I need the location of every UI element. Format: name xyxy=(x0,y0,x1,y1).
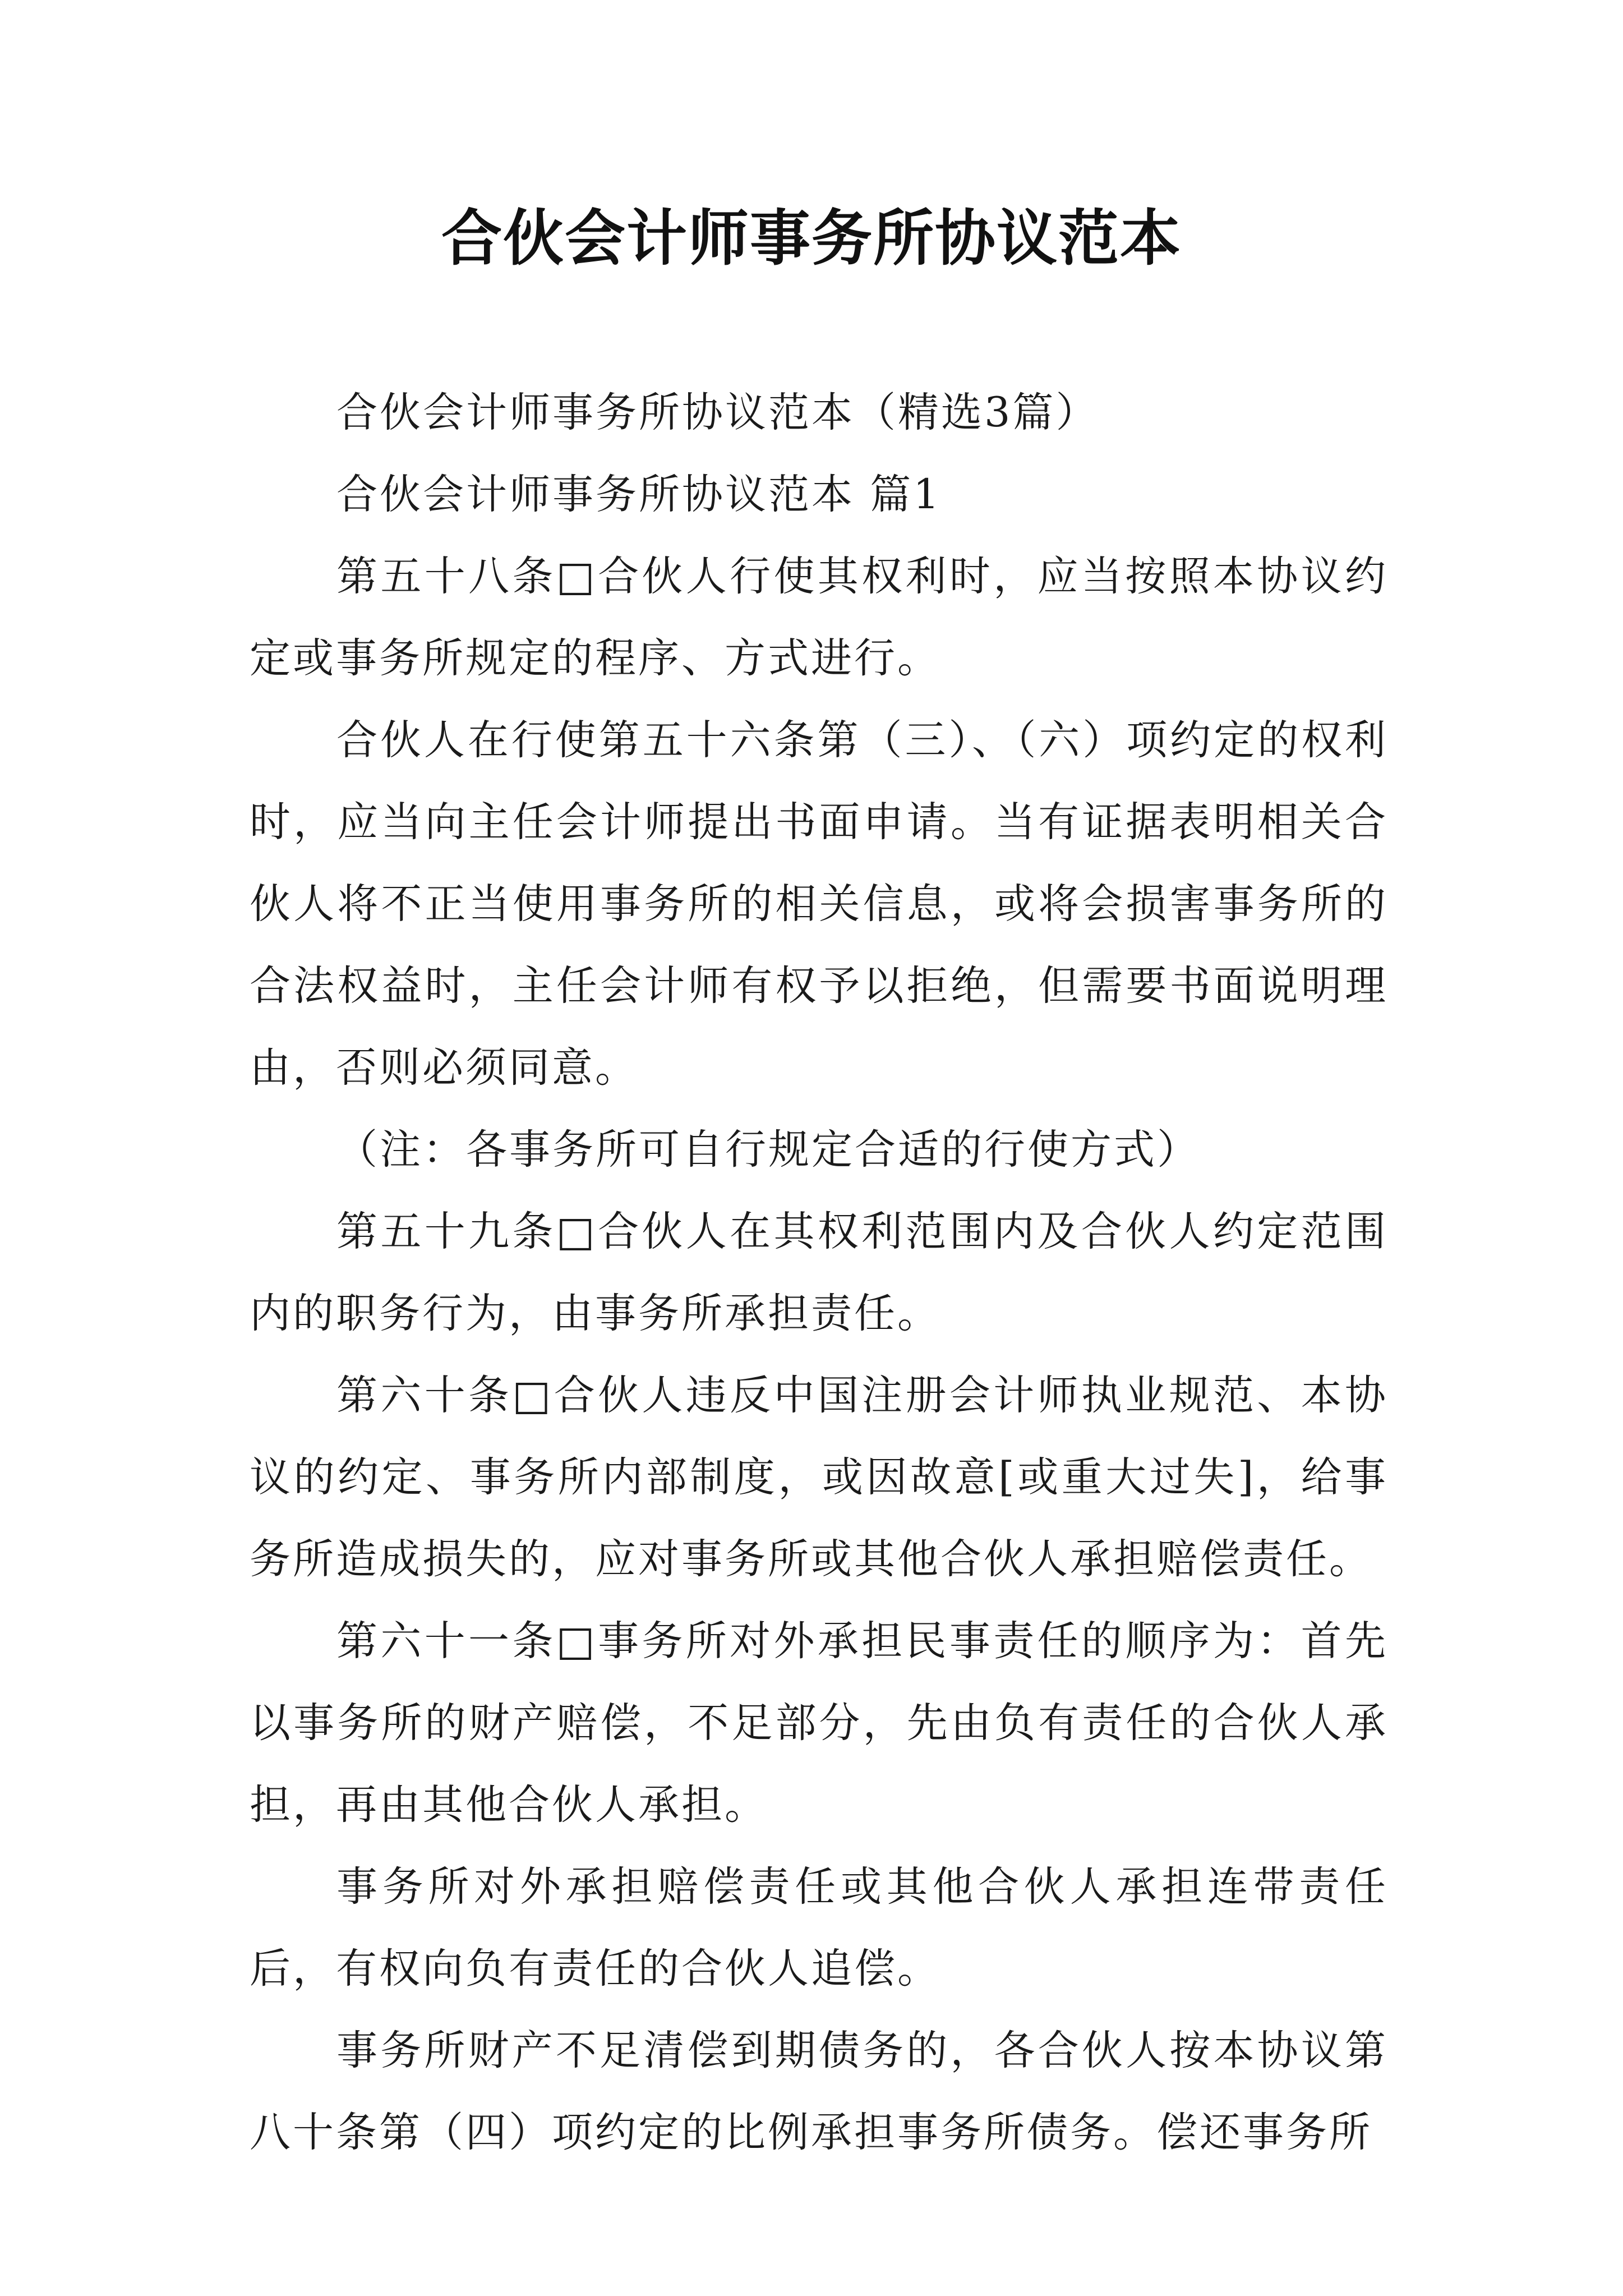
recourse-paragraph: 事务所对外承担赔偿责任或其他合伙人承担连带责任后，有权向负有责任的合伙人追偿。 xyxy=(250,1863,1388,1993)
debt-paragraph: 事务所财产不足清偿到期债务的，各合伙人按本协议第八十条第（四）项约定的比例承担事务所债务。偿还事务所 xyxy=(250,2027,1388,2156)
article-58-detail-paragraph: 合伙人在行使第五十六条第（三）、（六）项约定的权利时，应当向主任会计师提出书面申请。当有证据表明相关合伙人将不正当使用事务所的相关信息，或将会损害事务所的合法权益时，主任会计师有权予以拒绝，但需要书面说明理由，否则必须同意。 xyxy=(250,716,1388,1092)
article-60-paragraph: 第六十条□合伙人违反中国注册会计师执业规范、本协议的约定、事务所内部制度，或因故意[或重大过失]，给事务所造成损失的，应对事务所或其他合伙人承担赔偿责任。 xyxy=(250,1372,1388,1583)
article-58-paragraph: 第五十八条□合伙人行使其权利时，应当按照本协议约定或事务所规定的程序、方式进行。 xyxy=(250,553,1388,682)
section-heading: 合伙会计师事务所协议范本 篇1 xyxy=(336,471,942,518)
note-paragraph: （注：各事务所可自行规定合适的行使方式） xyxy=(336,1126,1200,1174)
document-title: 合伙会计师事务所协议范本 xyxy=(441,203,1182,274)
subtitle-paragraph: 合伙会计师事务所协议范本（精选3篇） xyxy=(336,389,1099,436)
article-59-paragraph: 第五十九条□合伙人在其权利范围内及合伙人约定范围内的职务行为，由事务所承担责任。 xyxy=(250,1208,1388,1337)
document-body xyxy=(250,372,1388,2174)
article-61-paragraph: 第六十一条□事务所对外承担民事责任的顺序为：首先以事务所的财产赔偿，不足部分，先由负有责任的合伙人承担，再由其他合伙人承担。 xyxy=(250,1617,1388,1829)
